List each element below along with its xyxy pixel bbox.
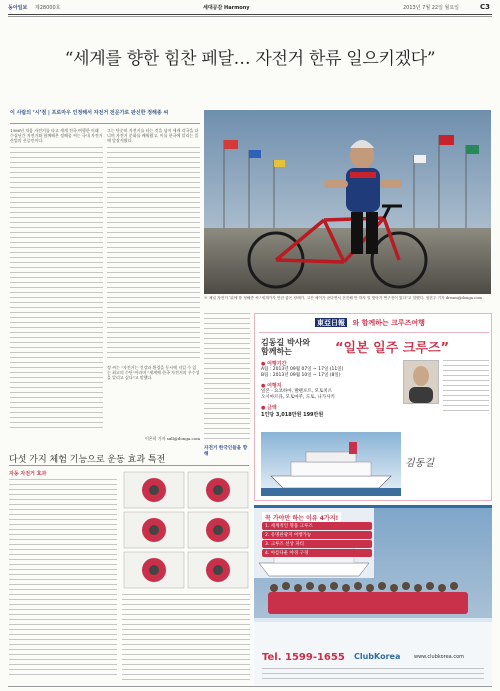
ad-text-filler xyxy=(443,360,489,420)
paper-name: 동아일보 xyxy=(8,5,28,11)
bike-section-title: 자전거 한국인들을 향해 xyxy=(204,446,248,457)
article-deck: 이 사람의 ‘시’점 | 프로마우 인정해서 자전거 전문가로 판신한 정해종 씨 xyxy=(10,110,169,116)
body-paragraph: 1986년 처음 자전거를 타고 세계 전국 여행한 이래 수십년간 자전거와 함께해온 정해종 씨는 국내 자전거 산업의 산증인이다. xyxy=(10,128,103,144)
ad-fare: 1인당 3,018만원 199만원 xyxy=(261,412,324,418)
bike-column xyxy=(9,470,117,685)
tour-reason: 4. 아름다운 야경 구경 xyxy=(262,549,372,557)
cruise-advertisement xyxy=(254,313,492,501)
section-subhead: 다섯 가지 체험 기능으로 운동 효과 특전 xyxy=(9,455,166,465)
tour-footer xyxy=(254,622,492,685)
tour-reason: 3. 크루즈 선상 파티 xyxy=(262,540,372,548)
deck-rule xyxy=(10,123,200,124)
issue-number: 제28000호 xyxy=(34,5,61,11)
body-text-filler xyxy=(9,479,117,679)
bike-diagrams xyxy=(122,470,250,590)
issue-date: 2013년 7월 22일 월요일 xyxy=(403,5,460,11)
bike-diagram-grid xyxy=(122,470,250,590)
ad-brand xyxy=(315,318,425,328)
body-text-filler xyxy=(107,147,200,362)
body-text-filler xyxy=(204,313,250,443)
body-text-filler xyxy=(122,594,250,684)
tour-company: ClubKorea xyxy=(354,652,401,661)
ad-main-title: “일본 일주 크루즈” xyxy=(335,341,450,356)
section-title: 세대공감 Harmony xyxy=(203,5,250,11)
tour-banner: 꼭 가야만 하는 이유 4가지! xyxy=(262,512,341,523)
ad-schedule: A팀 : 2013년 09월 07일 ~ 17일 (11일) B팀 : 2013년 09월 10일 ~ 17일 (8일) xyxy=(261,367,344,378)
ad-details xyxy=(261,360,401,418)
ad-fare-label: ● 금액 xyxy=(261,405,277,411)
page-number: C3 xyxy=(480,3,491,11)
tour-reasons xyxy=(262,522,372,557)
body-paragraph: 정 씨는 "자전거는 건강과 환경을 동시에 지킬 수 있는 최고의 수단"이라며 "세계에 한국 자전거의 우수성을 알리고 싶다"고 말했다. xyxy=(107,364,200,381)
ship-illustration xyxy=(261,432,401,496)
tour-text-filler xyxy=(262,668,484,683)
portrait-photo xyxy=(404,361,438,403)
body-text-filler xyxy=(10,147,103,437)
bike-column-title: 자동 자전거 효과 xyxy=(9,471,47,477)
photo-caption: ※ 채널 자전거 ‘위에’를 정해종 씨."세계가자 만큼 좋은 장례가, 고진 메이가 준다면서 전전해 만 하자 일 찾아가 연구전이 있다"고 말했다. 정현주 기자 dream@donga.com xyxy=(204,296,482,300)
ad-schedule-label: ● 여행기간 xyxy=(261,361,287,367)
bike-diagram-text xyxy=(122,594,250,684)
ad-route-label: ● 여행지 xyxy=(261,383,282,389)
tour-reason: 2. 유명관광지 여행가능 xyxy=(262,531,372,539)
main-headline: “세계를 향한 힘찬 페달… 자전거 한류 일으키겠다” xyxy=(64,49,436,69)
body-column-2 xyxy=(107,128,200,446)
body-paragraph: 그는 단순히 자전거를 타는 것을 넘어 세계 각국을 다니며 자전거 문화를 배워왔고, 이를 한국에 알리는 일에 앞장서왔다. xyxy=(107,128,199,144)
page-header xyxy=(8,4,492,14)
ad-tagline: 와 함께하는 크루즈여행 xyxy=(352,318,425,327)
ad-divider xyxy=(259,332,489,333)
header-rule xyxy=(8,14,492,15)
tour-phone: Tel. 1599-1655 xyxy=(262,652,345,663)
ad-route: 일본 - 요코하마, 발렌포트, 모토치르 오시마르큐, 모토마주, 도토, 나가사키 xyxy=(261,389,335,400)
body-column-1 xyxy=(10,128,103,446)
tour-advertisement xyxy=(254,505,492,685)
cyclist-photo xyxy=(204,110,491,294)
header-rule-thin xyxy=(8,16,492,17)
main-photo xyxy=(204,110,491,294)
ad-signature: 김동길 xyxy=(405,458,434,469)
ad-subtitle: 김동길 박사와 함께하는 xyxy=(261,338,311,356)
ad-brand-name: 東亞日報 xyxy=(317,318,345,327)
ad-portrait xyxy=(403,360,439,404)
footer-rule xyxy=(8,686,492,687)
body-column-3 xyxy=(204,313,250,443)
tour-reason: 1. 세계적인 명품 크루즈 xyxy=(262,522,372,530)
tour-url: www.clubkorea.com xyxy=(414,654,465,660)
ad-ship-image xyxy=(261,432,401,496)
subhead-rule xyxy=(9,465,249,466)
article-byline: 이은희 기자 sall@donga.com xyxy=(144,436,200,441)
